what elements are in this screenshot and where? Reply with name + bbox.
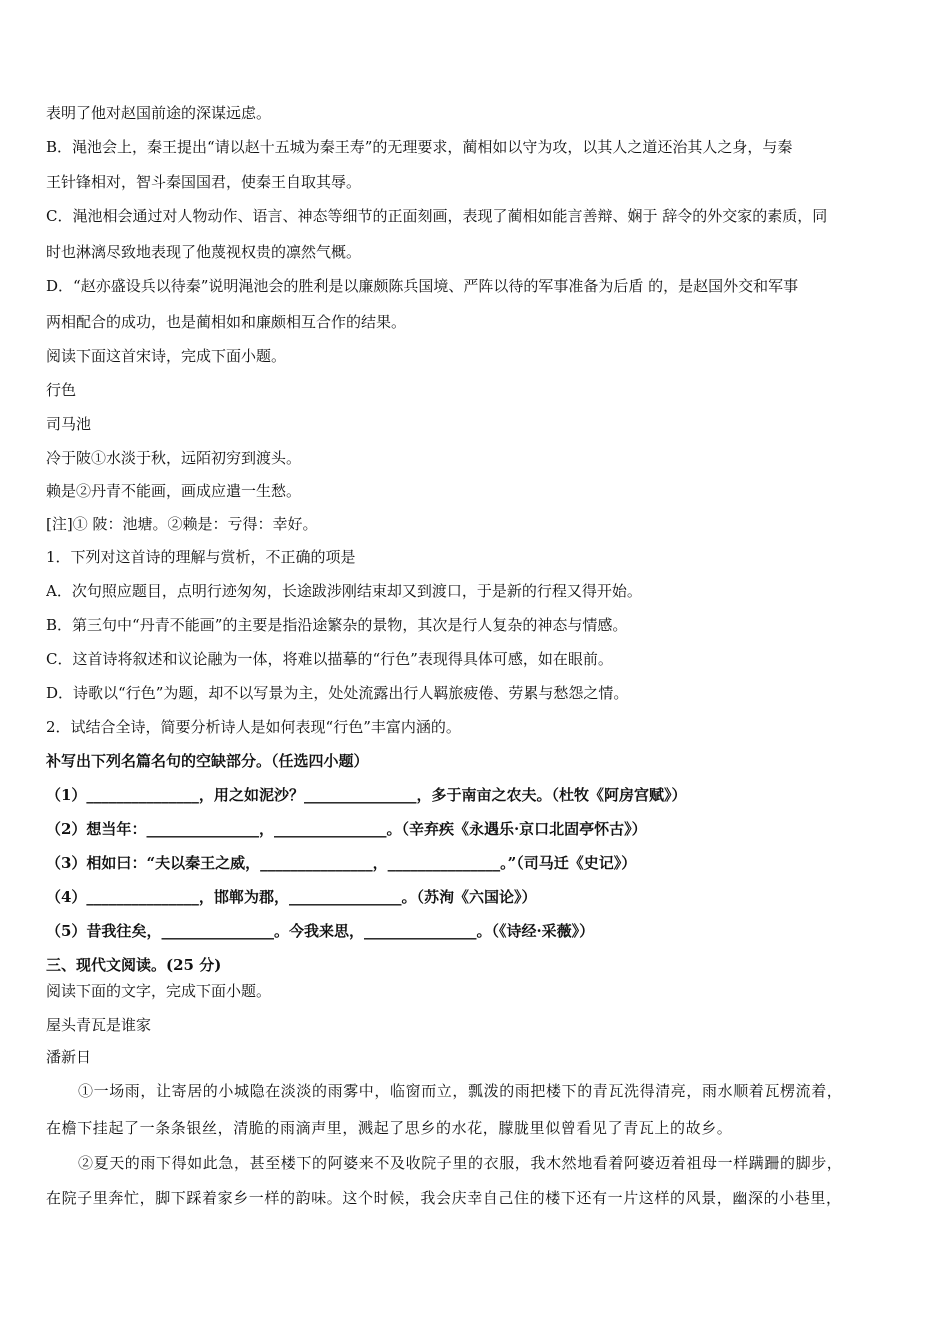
question-2: 2．试结合全诗，简要分析诗人是如何表现“行色”丰富内涵的。 [46, 718, 461, 736]
paragraph-1-line-1: ①一场雨，让寄居的小城隐在淡淡的雨雾中，临窗而立，瓢泼的雨把楼下的青瓦洗得清亮，雨水顺着瓦楞流着， [78, 1082, 843, 1100]
question-1-option-b: B．第三句中“丹青不能画”的主要是指沿途繁杂的景物，其次是行人复杂的神态与情感。 [46, 616, 628, 634]
fill-blanks-heading: 补写出下列名篇名句的空缺部分。（任选四小题） [46, 752, 369, 770]
poem-note: [注]① 陂：池塘。②赖是：亏得：幸好。 [46, 515, 318, 533]
question-1: 1．下列对这首诗的理解与赏析，不正确的项是 [46, 548, 356, 566]
paragraph-2-line-1: ②夏天的雨下得如此急，甚至楼下的阿婆来不及收院子里的衣服，我木然地看着阿婆迈着祖母一样蹒跚的脚步， [78, 1154, 843, 1172]
option-c-line-2: 时也淋漓尽致地表现了他蔑视权贵的凛然气概。 [46, 243, 362, 261]
option-c-line-1: C．渑池相会通过对人物动作、语言、神态等细节的正面刻画，表现了蔺相如能言善辩、娴于 辞令的外交家的素质，同 [46, 207, 828, 225]
question-1-option-a: A．次句照应题目，点明行迹匆匆，长途跋涉刚结束却又到渡口，于是新的行程又得开始。 [46, 582, 642, 600]
fill-blank-item-5: （5）昔我往矣，_______________。今我来思，_______________。（《诗经·采薇》） [46, 922, 595, 940]
fill-blank-item-1: （1）_______________，用之如泥沙？_______________，多于南亩之农夫。（杜牧《阿房宫赋》） [46, 786, 687, 804]
paragraph-2-line-2: 在院子里奔忙，脚下踩着家乡一样的韵味。这个时候，我会庆幸自己住的楼下还有一片这样的风景，幽深的小巷里， [46, 1189, 842, 1207]
option-d-line-2: 两相配合的成功，也是蔺相如和廉颇相互合作的结果。 [46, 313, 407, 331]
section-three-heading: 三、现代文阅读。(25 分) [46, 956, 222, 974]
poem-line-2: 赖是②丹青不能画，画成应遣一生愁。 [46, 482, 302, 500]
article-title: 屋头青瓦是谁家 [46, 1016, 152, 1034]
option-b-line-1: B．渑池会上，秦王提出“请以赵十五城为秦王寿”的无理要求，蔺相如以守为攻，以其人之道还治其人之身，与秦 [46, 138, 793, 156]
article-author: 潘新日 [46, 1048, 92, 1066]
poem-line-1: 冷于陂①水淡于秋，远陌初穷到渡头。 [46, 449, 302, 467]
poem-intro: 阅读下面这首宋诗，完成下面小题。 [46, 347, 287, 365]
section-three-intro: 阅读下面的文字，完成下面小题。 [46, 982, 272, 1000]
poem-title: 行色 [46, 381, 77, 399]
option-b-line-2: 王针锋相对，智斗秦国国君，使秦王自取其辱。 [46, 173, 362, 191]
fill-blank-item-2: （2）想当年：_______________，_______________。（辛弃疾《永遇乐·京口北固亭怀古》） [46, 820, 647, 838]
fill-blank-item-4: （4）_______________，邯郸为郡，_______________。（苏洵《六国论》） [46, 888, 537, 906]
paragraph-1-line-2: 在檐下挂起了一条条银丝，清脆的雨滴声里，溅起了思乡的水花，朦胧里似曾看见了青瓦上的故乡。 [46, 1119, 733, 1137]
question-1-option-d: D．诗歌以“行色”为题，却不以写景为主，处处流露出行人羁旅疲倦、劳累与愁怨之情。 [46, 684, 629, 702]
question-1-option-c: C．这首诗将叙述和议论融为一体，将难以描摹的“行色”表现得具体可感，如在眼前。 [46, 650, 613, 668]
poem-author: 司马池 [46, 415, 92, 433]
option-a-tail: 表明了他对赵国前途的深谋远虑。 [46, 104, 272, 122]
option-d-line-1: D．“赵亦盛设兵以待秦”说明渑池会的胜利是以廉颇陈兵国境、严阵以待的军事准备为后盾 的，是赵国外交和军事 [46, 277, 799, 295]
fill-blank-item-3: （3）相如曰：“夫以秦王之威，_______________，_______________。”（司马迁《史记》） [46, 854, 637, 872]
